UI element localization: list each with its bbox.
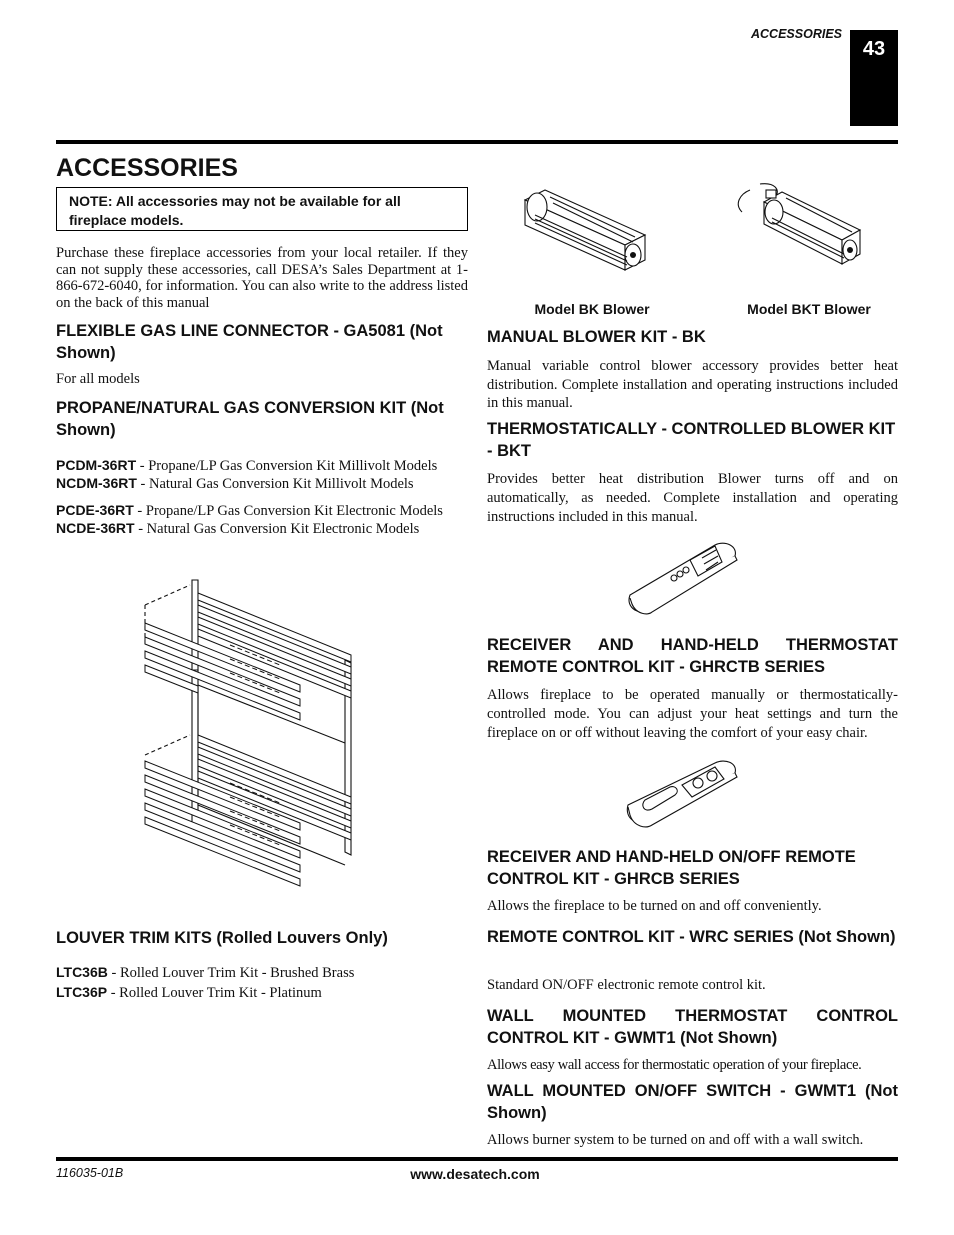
intro-paragraph: Purchase these fireplace accessories from your local retailer. If they can not supply these accessories, call DESA’s Sales Department at 1-866-672-6040, for information. You can also write to the address listed on the back of this manual — [56, 245, 468, 311]
conversion-item — [56, 519, 476, 538]
flex-connector-heading: FLEXIBLE GAS LINE CONNECTOR - GA5081 (Not Shown) — [56, 322, 443, 362]
gwmt1-thermostat-body: Allows easy wall access for thermostatic operation of your fireplace. — [487, 1057, 862, 1073]
footer-part-number: 116035-01B — [56, 1166, 124, 1180]
ghrcb-body: Allows the fireplace to be turned on and off conveniently. — [487, 898, 822, 914]
louver-item-desc: - Rolled Louver Trim Kit - Brushed Brass — [107, 965, 355, 981]
ghrctb-heading: RECEIVER AND HAND-HELD THERMOSTAT REMOTE CONTROL KIT - GHRCTB SERIES — [487, 636, 898, 676]
bk-blower-caption: Model BK Blower — [534, 301, 650, 317]
louver-item-code: LTC36B — [56, 964, 108, 980]
louver-trim-kit-illustration — [140, 575, 360, 895]
wrc-body: Standard ON/OFF electronic remote control kit. — [487, 977, 766, 993]
conversion-item — [56, 456, 476, 475]
ghrctb-body: Allows fireplace to be operated manually or thermostatically-controlled mode. You can adjust your heat settings and turn the fireplace on or off without leaving the comfort of your easy chair. — [487, 687, 898, 741]
flex-connector-body: For all models — [56, 371, 140, 387]
availability-note: NOTE: All accessories may not be available for all fireplace models. — [56, 187, 468, 231]
onoff-remote-illustration — [620, 755, 750, 835]
bk-heading: MANUAL BLOWER KIT - BK — [487, 328, 706, 346]
gwmt1-thermostat-heading: WALL MOUNTED THERMOSTAT CONTROL CONTROL KIT - GWMT1 (Not Shown) — [487, 1007, 898, 1047]
conversion-item-desc: - Propane/LP Gas Conversion Kit Electronic Models — [133, 503, 443, 519]
thermostat-remote-illustration — [620, 540, 750, 620]
conversion-item-code: NCDM-36RT — [56, 475, 137, 491]
louver-item — [56, 963, 468, 982]
ghrcb-heading: RECEIVER AND HAND-HELD ON/OFF REMOTE CONTROL KIT - GHRCB SERIES — [487, 848, 856, 888]
conversion-item-code: PCDE-36RT — [56, 502, 134, 518]
page-number: 43 — [850, 30, 898, 126]
page-title: ACCESSORIES — [56, 154, 238, 182]
gwmt1-switch-body: Allows burner system to be turned on and off with a wall switch. — [487, 1132, 864, 1148]
wrc-heading: REMOTE CONTROL KIT - WRC SERIES (Not Shown) — [487, 928, 896, 946]
conversion-item-code: NCDE-36RT — [56, 520, 135, 536]
gwmt1-switch-heading: WALL MOUNTED ON/OFF SWITCH - GWMT1 (Not Shown) — [487, 1082, 898, 1122]
top-rule — [56, 140, 898, 144]
conversion-item-desc: - Natural Gas Conversion Kit Electronic Models — [134, 521, 420, 537]
bkt-blower-illustration — [730, 182, 870, 282]
conversion-item-desc: - Propane/LP Gas Conversion Kit Millivolt Models — [136, 458, 438, 474]
footer-website: www.desatech.com — [410, 1166, 540, 1182]
conversion-item-desc: - Natural Gas Conversion Kit Millivolt Models — [136, 476, 414, 492]
conversion-item-code: PCDM-36RT — [56, 457, 137, 473]
louver-item — [56, 983, 468, 1002]
louver-trim-heading: LOUVER TRIM KITS (Rolled Louvers Only) — [56, 929, 388, 947]
conversion-kit-heading: PROPANE/NATURAL GAS CONVERSION KIT (Not Shown) — [56, 399, 444, 439]
conversion-item — [56, 501, 476, 520]
conversion-item — [56, 474, 476, 493]
bkt-body: Provides better heat distribution Blower turns off and on automatically, as needed. Complete installation and operating instructions included in this manual. — [487, 471, 898, 525]
bkt-heading: THERMOSTATICALLY - CONTROLLED BLOWER KIT - BKT — [487, 420, 896, 460]
bk-body: Manual variable control blower accessory provides better heat distribution. Complete installation and operating instructions included in this manual. — [487, 358, 898, 411]
bk-blower-illustration — [515, 185, 655, 285]
louver-item-code: LTC36P — [56, 984, 108, 1000]
header-section-label: ACCESSORIES — [751, 27, 842, 41]
bkt-blower-caption: Model BKT Blower — [747, 301, 871, 317]
bottom-rule — [56, 1157, 898, 1161]
louver-item-desc: - Rolled Louver Trim Kit - Platinum — [107, 985, 322, 1001]
